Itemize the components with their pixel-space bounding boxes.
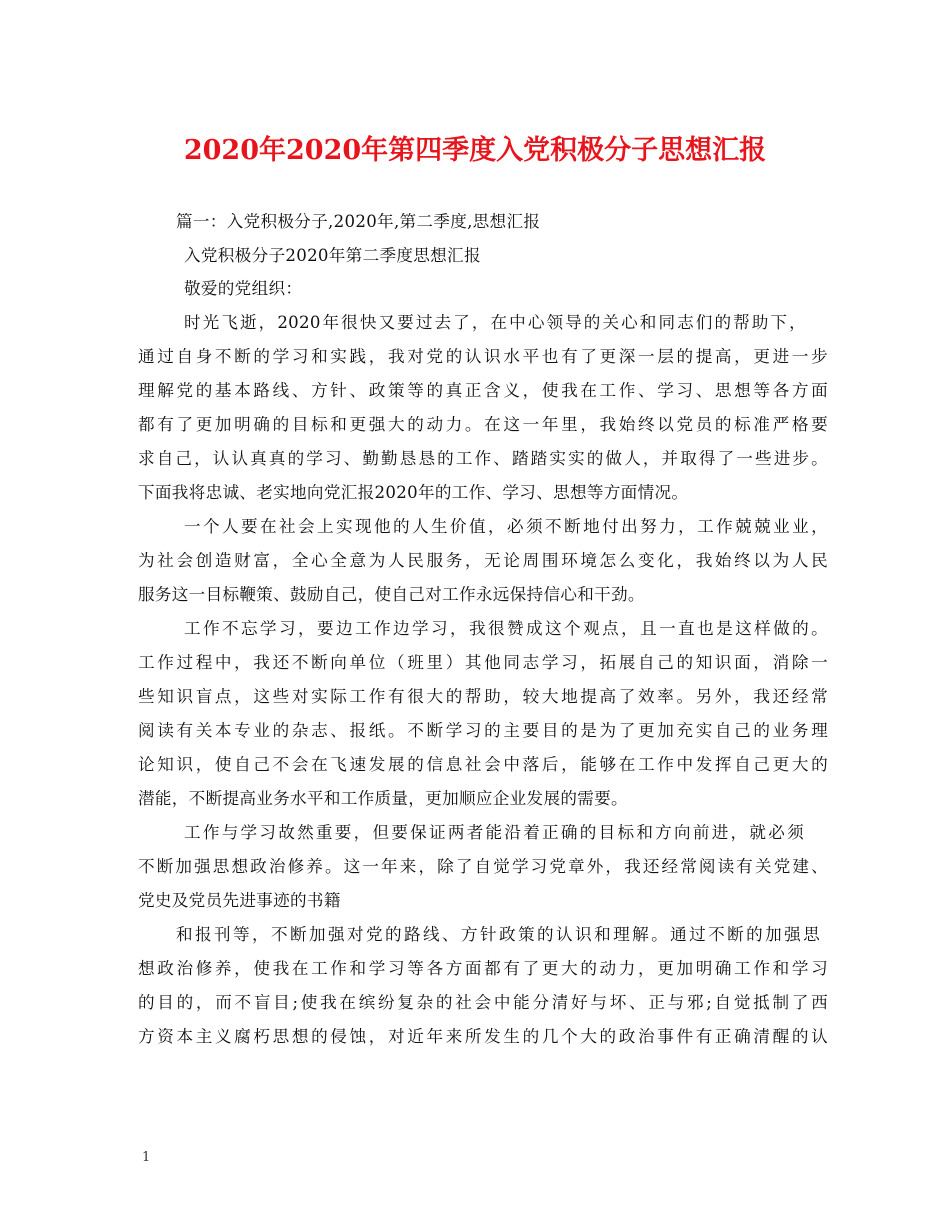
text-line: 方资本主义腐朽思想的侵蚀，对近年来所发生的几个大的政治事件有正确清醒的认: [138, 1027, 828, 1046]
text-line: 论知识，使自己不会在飞速发展的信息社会中落后，能够在工作中发挥自己更大的: [138, 755, 828, 774]
text-line: 工作不忘学习，要边工作边学习，我很赞成这个观点，且一直也是这样做的。: [184, 619, 828, 638]
text-line: 一个人要在社会上实现他的人生价值，必须不断地付出努力，工作兢兢业业，: [184, 517, 828, 536]
text-line: 工作过程中，我还不断向单位（班里）其他同志学习，拓展自己的知识面，消除一: [138, 653, 828, 672]
text-line: 理解党的基本路线、方针、政策等的真正含义，使我在工作、学习、思想等各方面: [138, 381, 828, 400]
text-line: 和报刊等，不断加强对党的路线、方针政策的认识和理解。通过不断的加强思: [176, 925, 820, 944]
text-line: 下面我将忠诚、老实地向党汇报2020年的工作、学习、思想等方面情况。: [138, 483, 689, 502]
text-line: 入党积极分子2020年第二季度思想汇报: [184, 246, 481, 265]
text-line: 阅读有关本专业的杂志、报纸。不断学习的主要目的是为了更加充实自己的业务理: [138, 721, 828, 740]
text-line: 篇一：入党积极分子,2020年,第二季度,思想汇报: [176, 212, 541, 231]
text-line: 想政治修养，使我在工作和学习等各方面都有了更大的动力，更加明确工作和学习: [138, 959, 828, 978]
text-line: 都有了更加明确的目标和更强大的动力。在这一年里，我始终以党员的标准严格要: [138, 415, 828, 434]
text-line: 些知识盲点，这些对实际工作有很大的帮助，较大地提高了效率。另外，我还经常: [138, 687, 828, 706]
document-title: 2020年2020年第四季度入党积极分子思想汇报: [183, 135, 767, 166]
text-line: 时光飞逝，2020年很快又要过去了，在中心领导的关心和同志们的帮助下，: [184, 313, 806, 332]
text-line: 潜能，不断提高业务水平和工作质量，更加顺应企业发展的需要。: [138, 789, 628, 808]
text-line: 不断加强思想政治修养。这一年来，除了自觉学习党章外，我还经常阅读有关党建、: [138, 857, 828, 876]
text-line: 工作与学习故然重要，但要保证两者能沿着正确的目标和方向前进，就必须: [184, 823, 804, 842]
text-line: 为社会创造财富，全心全意为人民服务，无论周围环境怎么变化，我始终以为人民: [138, 551, 828, 570]
text-line: 的目的，而不盲目;使我在缤纷复杂的社会中能分清好与坏、正与邪;自觉抵制了西: [138, 993, 828, 1012]
text-line: 通过自身不断的学习和实践，我对党的认识水平也有了更深一层的提高，更进一步: [138, 347, 828, 366]
text-line: 敬爱的党组织：: [184, 279, 303, 298]
text-line: 党史及党员先进事迹的书籍: [138, 891, 341, 910]
text-line: 求自己，认认真真的学习、勤勤恳恳的工作、踏踏实实的做人，并取得了一些进步。: [138, 449, 828, 468]
text-line: 服务这一目标鞭策、鼓励自己，使自己对工作永远保持信心和干劲。: [138, 585, 645, 604]
page-number: 1: [142, 1150, 151, 1165]
